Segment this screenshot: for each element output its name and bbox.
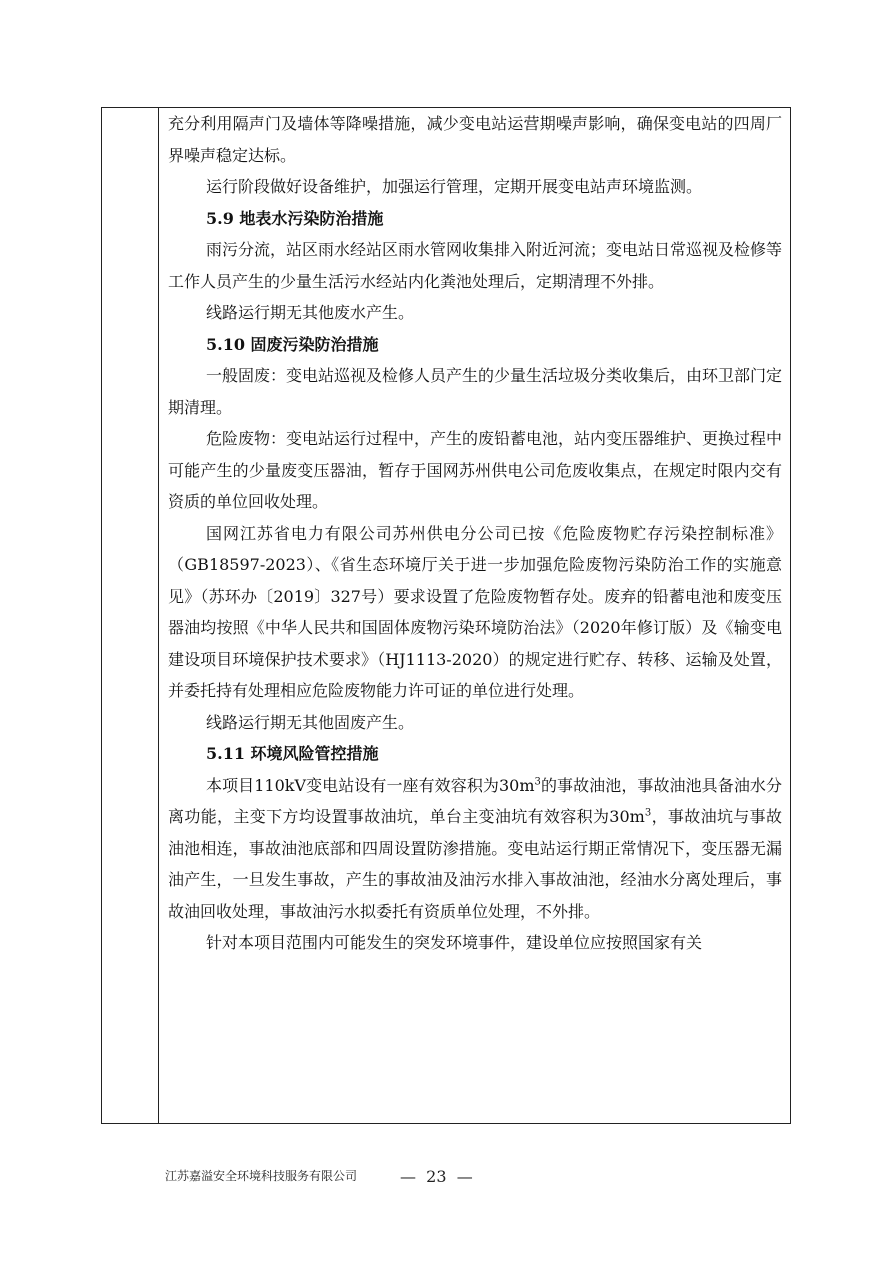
oil-pool-text-b: 的事故油池，事故油池具备油水分离功能，主变下方均设置事故油坑，单台主变油坑有效容积为30m bbox=[168, 775, 782, 826]
paragraph-emergency: 针对本项目范围内可能发生的突发环境事件，建设单位应按照国家有关 bbox=[206, 933, 703, 952]
oil-pool-text-a: 本项目110kV变电站设有一座有效容积为30m bbox=[206, 775, 535, 795]
paragraph-noise: 充分利用隔声门及墙体等降噪措施，减少变电站运营期噪声影响，确保变电站的四周厂界噪声稳定达标。 bbox=[168, 114, 782, 165]
paragraph-standards: 国网江苏省电力有限公司苏州供电分公司已按《危险废物贮存污染控制标准》（GB18597-2023）、《省生态环境厅关于进一步加强危险废物污染防治工作的实施意见》（苏环办〔2019〕327号）要求设置了危险废物暂存处。废弃的铅蓄电池和废变压器油均按照《中华人民共和国固体废物污染环境防治法》（2020年修订版）及《输变电建设项目环境保护技术要求》（HJ1113-2020）的规定进行贮存、转移、运输及处置，并委托持有处理相应危险废物能力许可证的单位进行处理。 bbox=[168, 523, 782, 700]
paragraph-maintenance: 运行阶段做好设备维护，加强运行管理，定期开展变电站声环境监测。 bbox=[206, 177, 703, 196]
heading-5-9: 5.9 地表水污染防治措施 bbox=[206, 208, 384, 228]
paragraph-rainwater: 雨污分流，站区雨水经站区雨水管网收集排入附近河流；变电站日常巡视及检修等工作人员产生的少量生活污水经站内化粪池处理后，定期清理不外排。 bbox=[168, 240, 783, 291]
paragraph-no-wastewater: 线路运行期无其他废水产生。 bbox=[206, 303, 415, 322]
page-number: — 23 — bbox=[400, 1167, 473, 1186]
oil-pool-text-c: ，事故油坑与事故油池相连，事故油池底部和四周设置防渗措施。变电站运行期正常情况下，变压器无漏油产生，一旦发生事故，产生的事故油及油污水排入事故油池，经油水分离处理后，事故油回收处理，事故油污水拟委托有资质单位处理，不外排。 bbox=[168, 807, 782, 921]
paragraph-hazardous-waste: 危险废物：变电站运行过程中，产生的废铅蓄电池，站内变压器维护、更换过程中可能产生的少量废变压器油，暂存于国网苏州供电公司危废收集点，在规定时限内交有资质的单位回收处理。 bbox=[168, 429, 783, 511]
paragraph-no-solid-waste: 线路运行期无其他固废产生。 bbox=[206, 712, 415, 732]
paragraph-oil-pool bbox=[168, 770, 782, 928]
heading-5-10: 5.10 固废污染防治措施 bbox=[206, 334, 379, 354]
content-table bbox=[101, 107, 791, 1124]
superscript-3: 3 bbox=[644, 807, 652, 819]
text-cell bbox=[168, 108, 782, 959]
superscript-3: 3 bbox=[534, 776, 541, 788]
table-column-divider bbox=[158, 108, 159, 1123]
paragraph-general-waste: 一般固废：变电站巡视及检修人员产生的少量生活垃圾分类收集后，由环卫部门定期清理。 bbox=[168, 366, 783, 417]
footer-company: 江苏嘉溢安全环境科技服务有限公司 bbox=[165, 1169, 358, 1183]
heading-5-11: 5.11 环境风险管控措施 bbox=[206, 744, 379, 763]
